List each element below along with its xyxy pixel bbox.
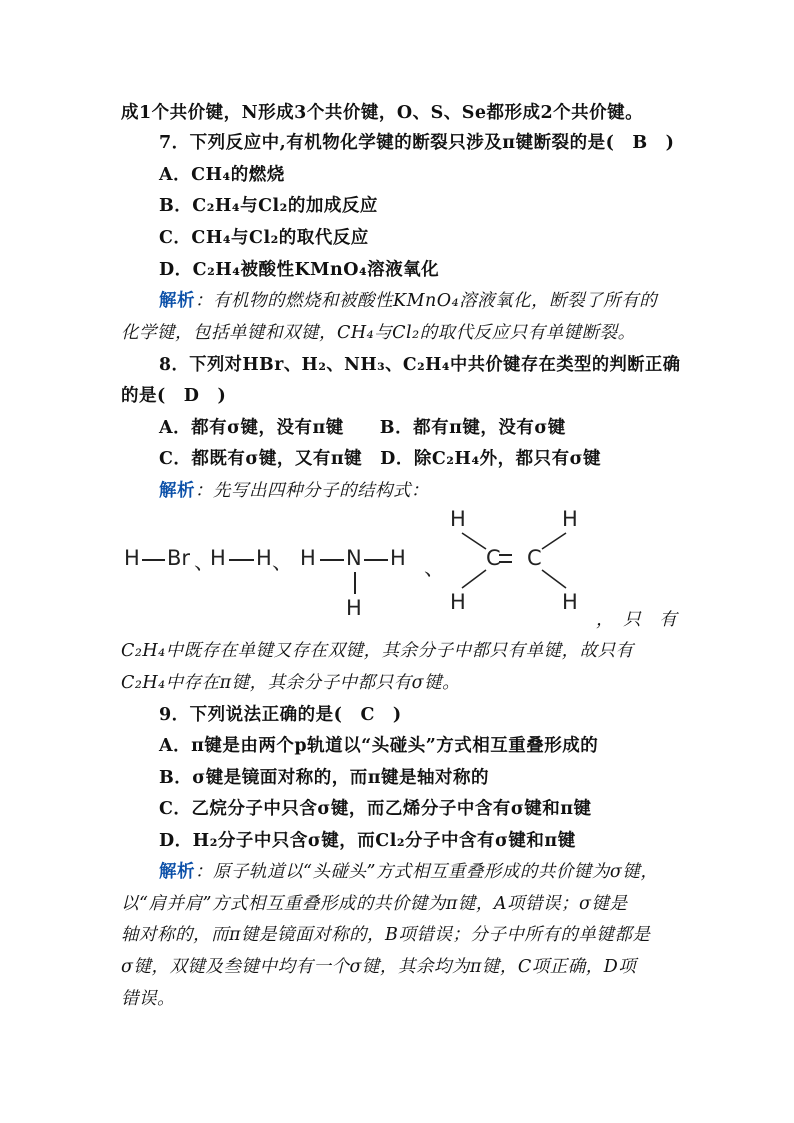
analysis-line: 以“肩并肩”方式相互重叠形成的共价键为π键，A项错误；σ键是 [121,894,628,914]
c2h4-h-atom: H [562,507,578,531]
single-bond [142,559,165,561]
c2h4-h-atom: H [562,590,578,614]
single-bond [364,559,388,561]
single-bond [320,559,344,561]
nh3-h-atom: H [390,546,406,570]
analysis-line: C₂H₄中既存在单键又存在双键，其余分子中都只有单键，故只有 [121,641,634,661]
single-bond [354,572,356,594]
single-bond [462,570,486,588]
option-b: B．C₂H₄与Cl₂的加成反应 [159,196,378,216]
analysis-label: 解析 [159,862,195,882]
question-9: 9．下列说法正确的是( C ) [159,705,402,725]
c2h4-h-atom: H [450,590,466,614]
single-bond [229,559,254,561]
nh3-n-atom: N [346,546,362,570]
analysis-line: 化学键，包括单键和双键，CH₄与Cl₂的取代反应只有单键断裂。 [121,323,636,343]
text-line: 成1个共价键，N形成3个共价键，O、S、Se都形成2个共价键。 [121,103,644,123]
option-c: C．乙烷分子中只含σ键，而乙烯分子中含有σ键和π键 [159,799,592,819]
analysis-line [159,858,658,883]
single-bond [462,533,486,549]
option-d: D．C₂H₄被酸性KMnO₄溶液氧化 [159,260,440,280]
option-a: A．π键是由两个p轨道以“头碰头”方式相互重叠形成的 [159,736,599,756]
analysis-text: ：先写出四种分子的结构式： [195,481,429,501]
option-c: C．CH₄与Cl₂的取代反应 [159,228,369,248]
c2h4-bonds [440,500,590,620]
separator: 、 [194,550,215,574]
question-7: 7．下列反应中,有机物化学键的断裂只涉及π键断裂的是( B ) [159,133,675,153]
nh3-h-atom: H [346,596,362,620]
option-b: B．σ键是镜面对称的，而π键是轴对称的 [159,768,490,788]
option-a: A．CH₄的燃烧 [159,165,285,185]
c2h4-c-atom: C [486,546,501,570]
analysis-line: σ键，双键及叁键中均有一个σ键，其余均为π键，C项正确，D项 [121,957,637,977]
analysis-cont: ， 只 有 [596,610,678,630]
option-d: D．H₂分子中只含σ键，而Cl₂分子中含有σ键和π键 [159,831,576,851]
single-bond [542,570,566,588]
separator: 、 [272,550,293,574]
question-8-cont: 的是( D ) [121,386,227,406]
analysis-line: 错误。 [121,989,175,1009]
c2h4-c-atom: C [527,546,542,570]
single-bond [542,533,566,549]
options-ab: A．都有σ键，没有π键 B．都有π键，没有σ键 [159,418,566,438]
analysis-text: ：原子轨道以“头碰头”方式相互重叠形成的共价键为σ键， [195,862,659,882]
analysis-label: 解析 [159,291,195,311]
h2-h-atom: H [210,546,226,570]
options-cd: C．都既有σ键，又有π键 D．除C₂H₄外，都只有σ键 [159,449,602,469]
analysis-text: ：有机物的燃烧和被酸性KMnO₄溶液氧化，断裂了所有的 [195,291,658,311]
hbr-br-atom: Br [167,546,191,570]
analysis-line [159,287,657,312]
analysis-line: 轴对称的，而π键是镜面对称的，B项错误；分子中所有的单键都是 [121,925,651,945]
c2h4-h-atom: H [450,507,466,531]
question-8: 8．下列对HBr、H₂、NH₃、C₂H₄中共价键存在类型的判断正确 [159,355,681,375]
h2-h-atom: H [256,546,272,570]
analysis-label: 解析 [159,481,195,501]
hbr-h-atom: H [124,546,140,570]
nh3-h-atom: H [300,546,316,570]
analysis-line [159,477,429,502]
analysis-line: C₂H₄中存在π键，其余分子中都只有σ键。 [121,673,461,693]
separator: 、 [424,556,445,580]
